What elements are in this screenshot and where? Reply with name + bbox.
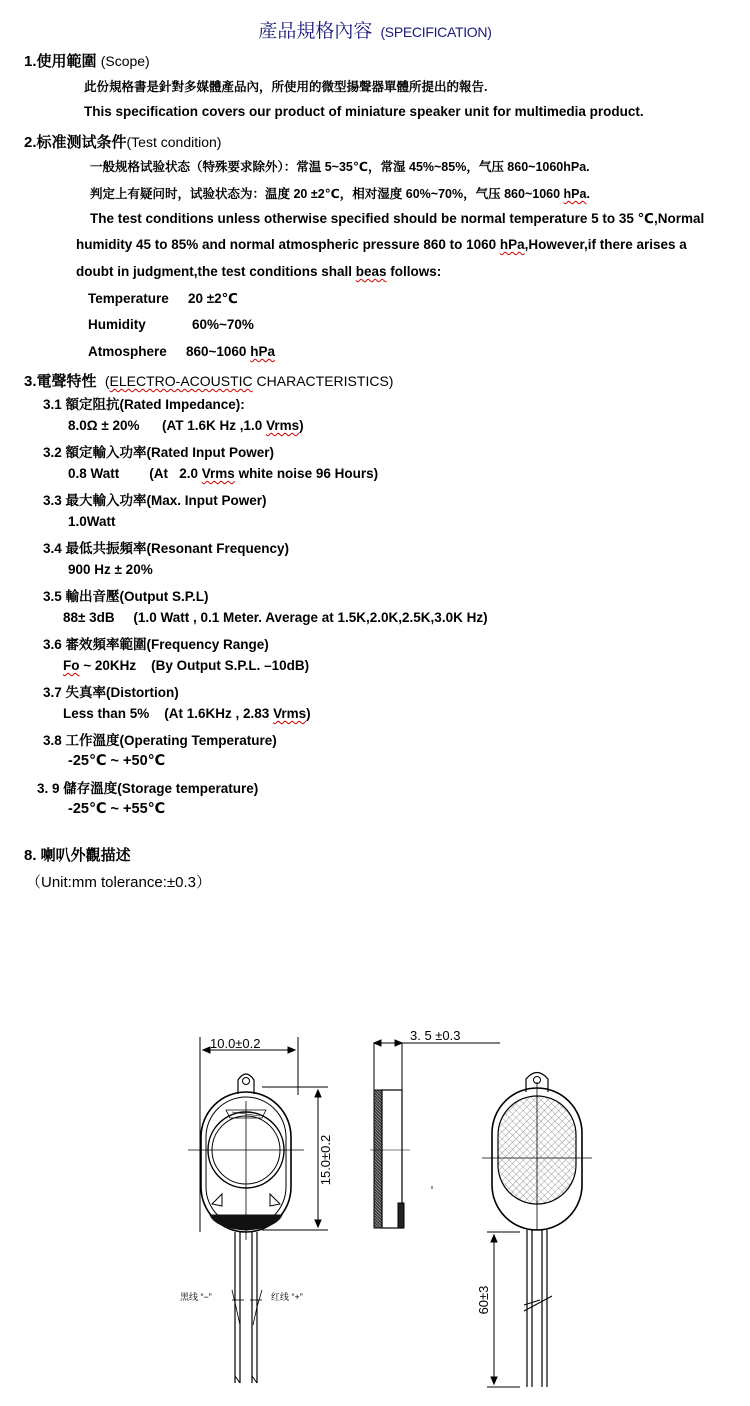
spec-unit: Vrms — [201, 466, 235, 481]
spec-3-2-value — [68, 466, 378, 481]
scope-text-zh: 此份規格書是針對多媒體產品內，所使用的微型揚聲器單體所提出的報告. — [84, 80, 488, 94]
section-3-heading — [24, 370, 393, 391]
spec-3-5-head: 3.5 輸出音壓(Output S.P.L) — [43, 589, 209, 604]
spec-3-8-value: -25℃ ~ +50℃ — [68, 753, 166, 769]
scope-text-en: This specification covers our product of miniature speaker unit for multimedia product. — [84, 104, 644, 119]
spec-3-9-head: 3. 9 儲存溫度(Storage temperature) — [37, 781, 259, 796]
spec-unit: Vrms — [273, 706, 307, 721]
spec-3-7-head: 3.7 失真率(Distortion) — [43, 685, 179, 700]
condition-label: Atmosphere — [88, 344, 167, 359]
side-view — [370, 1040, 500, 1228]
section-3-title-en-a: ( — [104, 373, 110, 389]
spec-3-3-value: 1.0Watt — [68, 514, 116, 529]
spec-unit: Vrms — [266, 418, 300, 433]
spec-value-end: ) — [299, 418, 304, 433]
spec-3-8-head: 3.8 工作溫度(Operating Temperature) — [43, 733, 277, 748]
spec-3-6-value — [63, 658, 309, 673]
spec-3-1-value — [68, 418, 304, 433]
back-view — [482, 1073, 592, 1388]
section-1-heading — [24, 50, 150, 71]
condition-value: 860~1060 — [186, 344, 251, 359]
front-view — [188, 1037, 328, 1383]
test-condition-zh-1: 一般规格试验状态（特殊要求除外）：常温 5~35℃，常湿 45%~85%，气压 860~1060hPa. — [90, 160, 590, 174]
section-3-title-en-b: ELECTRO-ACOUSTIC — [109, 373, 253, 389]
section-2-title: 2.标准测试条件 — [24, 134, 127, 151]
condition-label: Temperature — [88, 291, 169, 306]
spec-3-9-value: -25℃ ~ +55℃ — [68, 801, 166, 817]
dim-thickness-label: 3. 5 ±0.3 — [410, 1028, 461, 1043]
unit-tolerance-note: （Unit:mm tolerance:±0.3） — [26, 874, 211, 891]
test-condition-zh-2 — [90, 184, 590, 202]
condition-value: 60%~70% — [192, 317, 254, 332]
test-condition-en-2 — [76, 237, 687, 252]
section-2-heading — [24, 131, 221, 152]
spec-3-5-value: 88± 3dB (1.0 Watt , 0.1 Meter. Average at 1.5K,2.0K,2.5K,3.0K Hz) — [63, 610, 488, 625]
zh2-part-c: . — [586, 187, 590, 201]
spec-value: Less than 5% (At 1.6KHz , 2.83 — [63, 706, 274, 721]
page-title — [0, 16, 750, 43]
en3-part-c: follows: — [386, 264, 442, 279]
zh2-unit: hPa — [563, 187, 587, 201]
spec-3-7-value — [63, 706, 311, 721]
spec-value-end: white noise 96 Hours) — [234, 466, 379, 481]
en2-part-c: ,However,if there arises a — [524, 237, 687, 252]
test-condition-en-3 — [76, 264, 441, 279]
condition-unit: hPa — [250, 344, 275, 359]
condition-atmosphere — [88, 344, 275, 359]
title-en: (SPECIFICATION) — [380, 24, 492, 40]
zh2-part-a: 判定上有疑问时，试验状态为：温度 20 ±2℃，相对湿度 60%~70%，气压 860~1060 — [90, 187, 564, 201]
condition-value: 20 ±2℃ — [188, 291, 239, 306]
speaker-outline-drawing — [0, 1010, 750, 1406]
spec-3-3-head: 3.3 最大輸入功率(Max. Input Power) — [43, 493, 267, 508]
spec-value-end: ~ 20KHz (By Output S.P.L. –10dB) — [79, 658, 310, 673]
section-3-title-en-c: CHARACTERISTICS) — [252, 373, 394, 389]
title-zh: 產品規格內容 — [258, 21, 373, 42]
section-2-title-en: (Test condition) — [126, 134, 222, 150]
spec-value-end: ) — [306, 706, 311, 721]
spec-3-4-value: 900 Hz ± 20% — [68, 562, 153, 577]
en2-unit: hPa — [499, 237, 525, 252]
condition-humidity — [88, 317, 254, 332]
wire-black-label: 黑线 “−” — [180, 1292, 212, 1302]
condition-temperature — [88, 291, 238, 307]
wire-red-label: 红线 “+” — [271, 1292, 303, 1302]
spec-value: 8.0Ω ± 20% (AT 1.6K Hz ,1.0 — [68, 418, 267, 433]
section-1-title-en: (Scope) — [100, 53, 150, 69]
dim-lead-label: 60±3 — [476, 1285, 491, 1315]
condition-label: Humidity — [88, 317, 146, 332]
dim-height-label: 15.0±0.2 — [318, 1134, 333, 1186]
spec-unit: Fo — [63, 658, 80, 673]
spec-3-1-head: 3.1 額定阻抗(Rated Impedance): — [43, 397, 245, 412]
en3-word: beas — [355, 264, 387, 279]
section-3-title: 3.電聲特性 — [24, 373, 97, 390]
dim-width-label: 10.0±0.2 — [210, 1036, 261, 1051]
en2-part-a: humidity 45 to 85% and normal atmospheric pressure 860 to 1060 — [76, 237, 500, 252]
en3-part-a: doubt in judgment,the test conditions shall — [76, 264, 356, 279]
section-8-heading: 8. 喇叭外觀描述 — [24, 847, 131, 864]
spec-value: 0.8 Watt (At 2.0 — [68, 466, 202, 481]
spec-3-6-head: 3.6 審效頻率範圍(Frequency Range) — [43, 637, 269, 652]
test-condition-en-1: The test conditions unless otherwise specified should be normal temperature 5 to 35 ℃,Normal — [90, 211, 705, 226]
spec-3-4-head: 3.4 最低共振頻率(Resonant Frequency) — [43, 541, 290, 556]
spec-3-2-head: 3.2 額定輸入功率(Rated Input Power) — [43, 445, 275, 460]
section-1-title: 1.使用範圍 — [24, 53, 97, 70]
